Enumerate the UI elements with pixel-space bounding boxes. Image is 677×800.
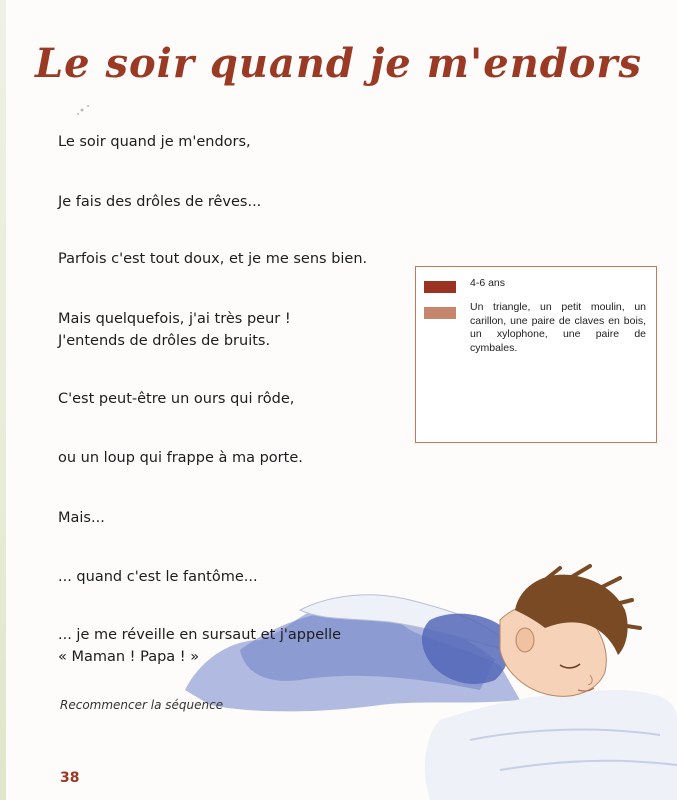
- poem-stanza-9: [58, 624, 341, 668]
- poem-stanza-2: [58, 191, 261, 213]
- poem-stanza-7: [58, 507, 105, 529]
- activity-info-box: [415, 266, 657, 443]
- instruments-color-swatch: [424, 307, 456, 319]
- poem-stanza-4: [58, 308, 291, 352]
- poem-line: « Maman ! Papa ! »: [58, 649, 200, 665]
- poem-stanza-5: [58, 388, 294, 410]
- instruments-list: Un triangle, un petit moulin, un carillon, une paire de claves en bois, un xylophone, une paire de cymbales.: [470, 301, 646, 354]
- poem-line: Le soir quand je m'endors,: [58, 134, 251, 150]
- poem-stanza-6: [58, 447, 303, 469]
- poem-line: Mais quelquefois, j'ai très peur !: [58, 311, 291, 327]
- restart-sequence-link[interactable]: Recommencer la séquence: [60, 698, 224, 712]
- poem-stanza-8: [58, 566, 258, 588]
- age-color-swatch: [424, 281, 456, 293]
- poem-line: Je fais des drôles de rêves...: [58, 194, 262, 210]
- page-number: 38: [60, 770, 80, 786]
- poem-stanza-3: [58, 248, 367, 270]
- poem-line: Mais...: [58, 510, 105, 526]
- poem-line: C'est peut-être un ours qui rôde,: [58, 391, 295, 407]
- poem-line: ou un loup qui frappe à ma porte.: [58, 450, 303, 466]
- poem-line: ... quand c'est le fantôme...: [58, 569, 258, 585]
- poem-stanza-1: [58, 131, 251, 153]
- poem-line: ... je me réveille en sursaut et j'appelle: [58, 627, 342, 643]
- poem-line: J'entends de drôles de bruits.: [58, 333, 271, 349]
- age-range: 4-6 ans: [470, 277, 506, 289]
- poem-line: Parfois c'est tout doux, et je me sens bien.: [58, 251, 368, 267]
- page-title: Le soir quand je m'endors: [34, 40, 643, 87]
